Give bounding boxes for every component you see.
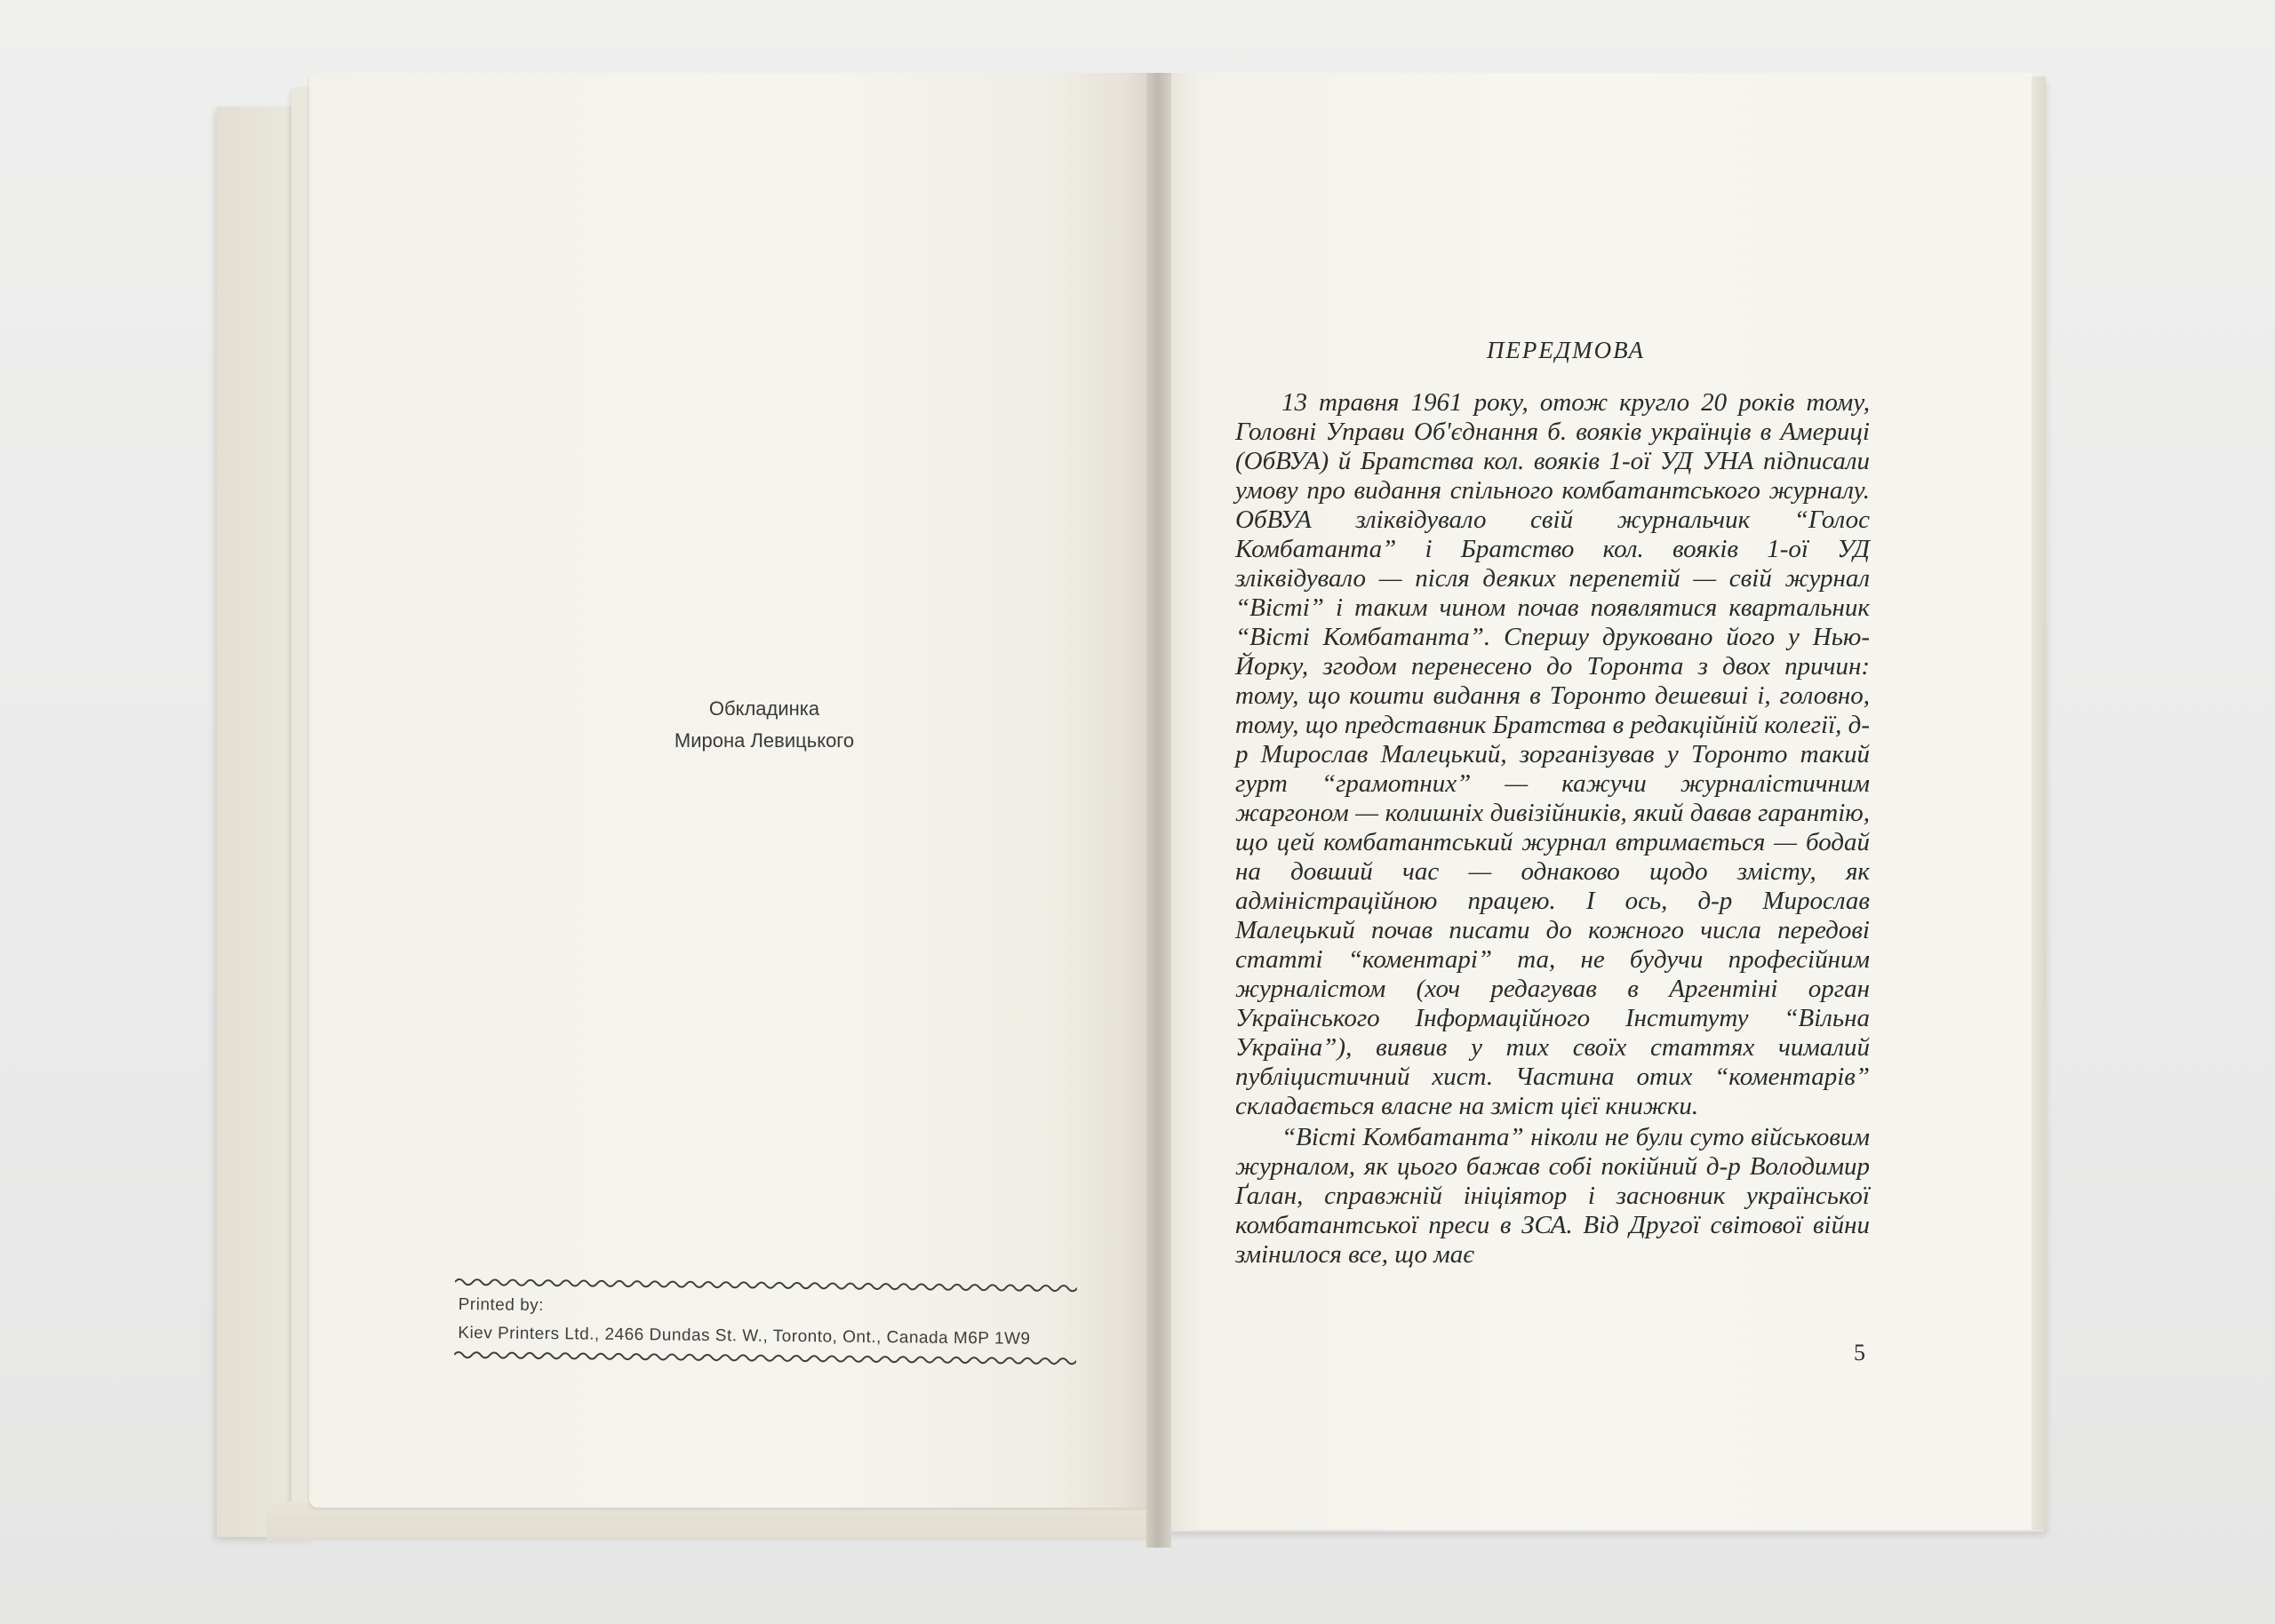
credit-line-2: Мирона Левицького bbox=[674, 729, 855, 752]
book-gutter bbox=[1146, 73, 1171, 1548]
printer-address: Kiev Printers Ltd., 2466 Dundas St. W., Toronto, Ont., Canada M6P 1W9 bbox=[458, 1324, 1031, 1349]
preface-paragraph-2: “Вісті Комбатанта” ніколи не були суто військовим журналом, як цього бажав собі покійний д-р Володимир Ґалан, справжній ініціятор і засновник української комбатантської преси в ЗСА. Від Другої світової війни змінилося все, що має bbox=[1235, 1123, 1870, 1269]
preface-paragraph-1: 13 травня 1961 року, отож кругло 20 років тому, Головні Управи Об'єднання б. вояків українців в Америці (ОбВУА) й Братства кол. вояків 1-ої УД УНА підписали умову про видання спільного комбатантського журналу. ОбВУА зліквідувало свій журнальчик “Голос Комбатанта” і Братство кол. вояків 1-ої УД зліквідувало — після деяких перепетій — свій журнал “Вісті” і таким чином почав появлятися квартальник “Вісті Комбатанта”. Спершу друковано його у Нью-Йорку, згодом перенесено до Торонта з двох причин: тому, що кошти видання в Торонто дешевші і, головно, тому, що представник Братства в редакційній колегії, д-р Мирослав Малецький, зорганізував у Торонто такий гурт “грамотних” — кажучи журналістичним жаргоном — колишніх дивізійників, який давав гарантію, що цей комбатантський журнал втримається — бодай на довший час — однаково щодо змісту, як адміністраційною працею. І ось, д-р Мирослав Малецький почав писати до кожного числа передові статті “коментарі” та, не будучи професійним журналістом (хоч редагував в Аргентіні орган Українського Інформаційного Інституту “Вільна Україна”), виявив у тих своїх статтях чималий публіцистичний хист. Частина отих “коментарів” складається власне на зміст цієї книжки. bbox=[1235, 388, 1870, 1120]
printer-imprint bbox=[454, 1276, 1077, 1367]
preface-text bbox=[1235, 336, 1870, 1270]
preface-heading: ПЕРЕДМОВА bbox=[1486, 337, 1646, 363]
credit-line-1: Обкладинка bbox=[708, 697, 820, 720]
printer-label: Printed by: bbox=[458, 1295, 545, 1316]
page-number: 5 bbox=[1854, 1340, 1865, 1365]
cover-credit bbox=[622, 693, 906, 757]
right-page-edge bbox=[2032, 76, 2046, 1530]
